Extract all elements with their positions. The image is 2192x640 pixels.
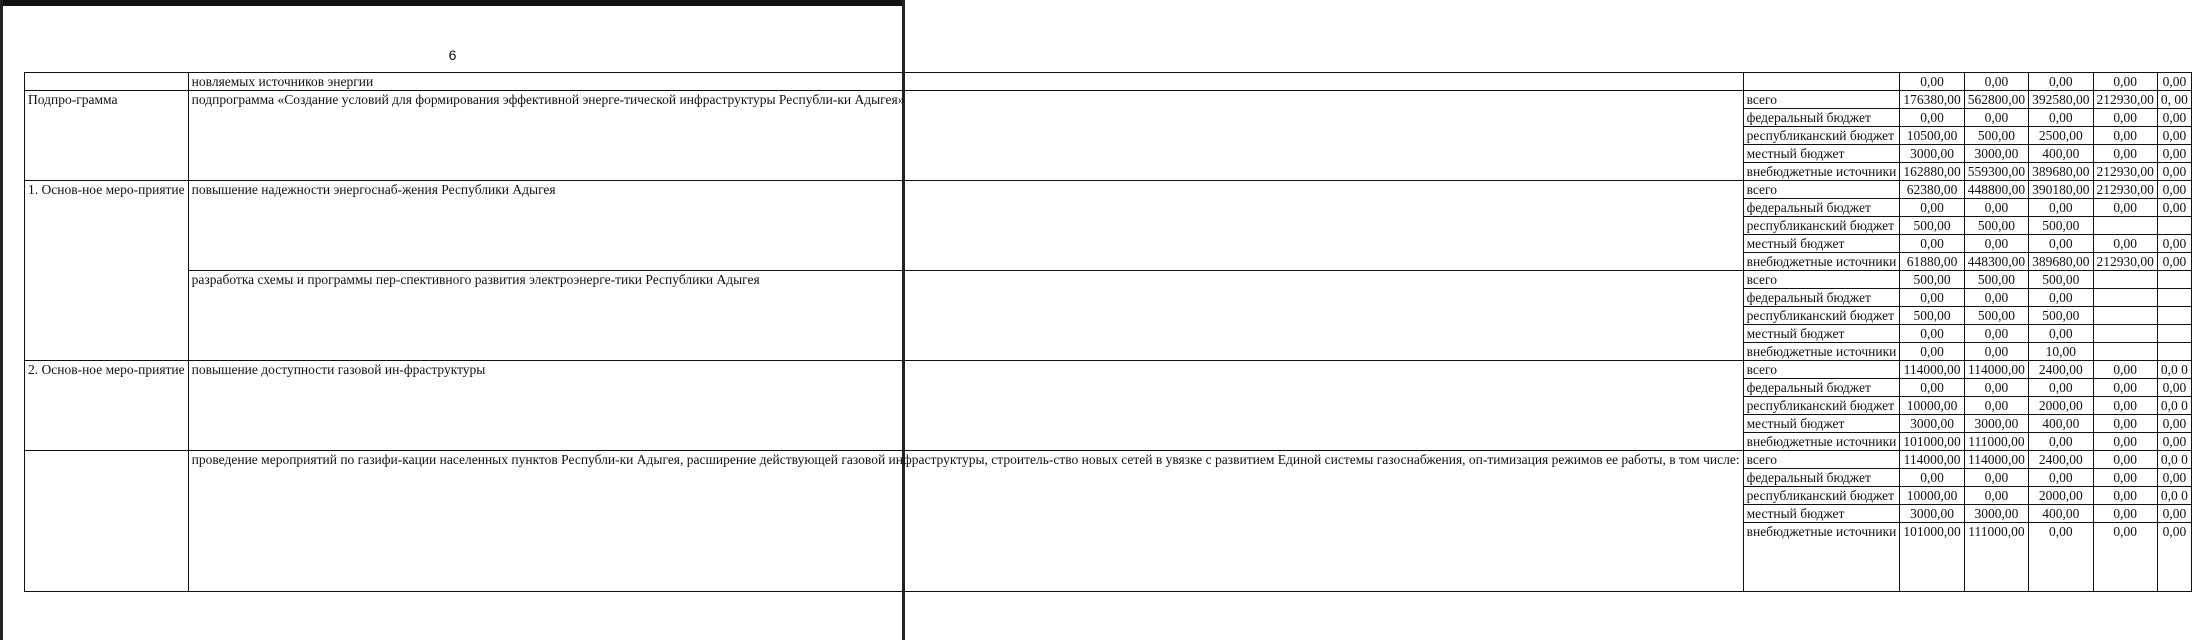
- value-cell: 0,00: [1900, 235, 1964, 253]
- value-cell: 0,00: [2157, 163, 2191, 181]
- value-cell: 111000,00: [1964, 523, 2028, 592]
- value-cell: 0,00: [2093, 379, 2157, 397]
- value-cell: 0,00: [1964, 325, 2028, 343]
- table-row: [25, 271, 2192, 289]
- value-cell: 10500,00: [1900, 127, 1964, 145]
- source-cell: республиканский бюджет: [1743, 397, 1900, 415]
- value-cell: 0,00: [2093, 469, 2157, 487]
- value-cell: 500,00: [2029, 271, 2093, 289]
- value-cell: [2157, 307, 2191, 325]
- value-cell: 0,00: [2157, 109, 2191, 127]
- value-cell: 0,00: [2157, 379, 2191, 397]
- value-cell: 0,00: [2029, 289, 2093, 307]
- type-cell: 2. Основ-ное меро-приятие: [25, 361, 189, 451]
- source-cell: всего: [1743, 91, 1900, 109]
- source-cell: федеральный бюджет: [1743, 469, 1900, 487]
- value-cell: 0,00: [2093, 235, 2157, 253]
- value-cell: 0,00: [2029, 523, 2093, 592]
- value-cell: 0,0 0: [2157, 397, 2191, 415]
- value-cell: 0,00: [1964, 343, 2028, 361]
- value-cell: 0,00: [1964, 397, 2028, 415]
- value-cell: 500,00: [1964, 127, 2028, 145]
- value-cell: 0,00: [1964, 289, 2028, 307]
- value-cell: 0,00: [2157, 505, 2191, 523]
- value-cell: 500,00: [1964, 307, 2028, 325]
- value-cell: 500,00: [1900, 217, 1964, 235]
- value-cell: 0,00: [2157, 181, 2191, 199]
- source-cell: внебюджетные источники: [1743, 523, 1900, 592]
- table-row: [25, 91, 2192, 109]
- value-cell: 3000,00: [1964, 145, 2028, 163]
- source-cell: республиканский бюджет: [1743, 487, 1900, 505]
- value-cell: 0,00: [1964, 199, 2028, 217]
- value-cell: 0,00: [2093, 73, 2157, 91]
- value-cell: 500,00: [1964, 271, 2028, 289]
- value-cell: 0,00: [1964, 469, 2028, 487]
- value-cell: 0,00: [1900, 73, 1964, 91]
- value-cell: 0, 00: [2157, 91, 2191, 109]
- value-cell: 176380,00: [1900, 91, 1964, 109]
- value-cell: 61880,00: [1900, 253, 1964, 271]
- table-row: [25, 181, 2192, 199]
- value-cell: 0,0 0: [2157, 361, 2191, 379]
- value-cell: 10,00: [2029, 343, 2093, 361]
- value-cell: 162880,00: [1900, 163, 1964, 181]
- value-cell: 0,0 0: [2157, 487, 2191, 505]
- page-number: 6: [448, 47, 457, 63]
- source-cell: внебюджетные источники: [1743, 433, 1900, 451]
- name-cell: разработка схемы и программы пер-спективного развития электроэнерге-тики Республики Адыгея: [188, 271, 1743, 361]
- value-cell: 0,00: [1964, 379, 2028, 397]
- value-cell: [2093, 217, 2157, 235]
- source-cell: внебюджетные источники: [1743, 163, 1900, 181]
- value-cell: 0,00: [1964, 487, 2028, 505]
- name-cell: подпрограмма «Создание условий для формирования эффективной энерге-тической инфраструктуры Республи-ки Адыгея»: [188, 91, 1743, 181]
- value-cell: 0,00: [2029, 199, 2093, 217]
- value-cell: 2500,00: [2029, 127, 2093, 145]
- source-cell: федеральный бюджет: [1743, 199, 1900, 217]
- value-cell: 500,00: [1964, 217, 2028, 235]
- value-cell: 114000,00: [1900, 451, 1964, 469]
- value-cell: 0,00: [2029, 469, 2093, 487]
- source-cell: местный бюджет: [1743, 325, 1900, 343]
- value-cell: 3000,00: [1900, 415, 1964, 433]
- value-cell: 101000,00: [1900, 523, 1964, 592]
- value-cell: 0,00: [1900, 325, 1964, 343]
- value-cell: 0,00: [2093, 127, 2157, 145]
- value-cell: [2157, 325, 2191, 343]
- value-cell: 0,00: [2157, 253, 2191, 271]
- value-cell: 500,00: [2029, 307, 2093, 325]
- name-cell: новляемых источников энергии: [188, 73, 1743, 91]
- value-cell: 448800,00: [1964, 181, 2028, 199]
- budget-table: [24, 72, 2192, 592]
- value-cell: 400,00: [2029, 505, 2093, 523]
- value-cell: [2093, 271, 2157, 289]
- value-cell: [2157, 343, 2191, 361]
- type-cell: Подпро-грамма: [25, 91, 189, 181]
- value-cell: 0,00: [2157, 415, 2191, 433]
- source-cell: местный бюджет: [1743, 235, 1900, 253]
- source-cell: федеральный бюджет: [1743, 379, 1900, 397]
- value-cell: 0,00: [2093, 505, 2157, 523]
- value-cell: [2093, 307, 2157, 325]
- value-cell: [2157, 289, 2191, 307]
- value-cell: 212930,00: [2093, 181, 2157, 199]
- value-cell: 559300,00: [1964, 163, 2028, 181]
- value-cell: 0,00: [2093, 145, 2157, 163]
- source-cell: всего: [1743, 451, 1900, 469]
- value-cell: 0,00: [2093, 397, 2157, 415]
- source-cell: федеральный бюджет: [1743, 109, 1900, 127]
- value-cell: 448300,00: [1964, 253, 2028, 271]
- value-cell: 0,00: [2029, 109, 2093, 127]
- value-cell: 0,00: [2093, 487, 2157, 505]
- type-cell: [25, 451, 189, 592]
- value-cell: 0,0 0: [2157, 451, 2191, 469]
- value-cell: 0,00: [2029, 379, 2093, 397]
- value-cell: 212930,00: [2093, 163, 2157, 181]
- scan-left-edge: [0, 0, 3, 640]
- value-cell: 0,00: [1964, 235, 2028, 253]
- source-cell: местный бюджет: [1743, 505, 1900, 523]
- value-cell: 114000,00: [1900, 361, 1964, 379]
- value-cell: 389680,00: [2029, 163, 2093, 181]
- source-cell: внебюджетные источники: [1743, 343, 1900, 361]
- value-cell: 0,00: [2157, 127, 2191, 145]
- value-cell: 2400,00: [2029, 451, 2093, 469]
- value-cell: 390180,00: [2029, 181, 2093, 199]
- value-cell: 10000,00: [1900, 397, 1964, 415]
- value-cell: 0,00: [1900, 109, 1964, 127]
- value-cell: 114000,00: [1964, 451, 2028, 469]
- value-cell: 0,00: [2093, 451, 2157, 469]
- value-cell: 0,00: [2157, 469, 2191, 487]
- value-cell: 2400,00: [2029, 361, 2093, 379]
- value-cell: 3000,00: [1900, 145, 1964, 163]
- source-cell: федеральный бюджет: [1743, 289, 1900, 307]
- value-cell: 3000,00: [1900, 505, 1964, 523]
- value-cell: 3000,00: [1964, 415, 2028, 433]
- value-cell: 0,00: [2093, 199, 2157, 217]
- value-cell: [2157, 271, 2191, 289]
- value-cell: 0,00: [2157, 199, 2191, 217]
- value-cell: 389680,00: [2029, 253, 2093, 271]
- value-cell: 0,00: [2093, 523, 2157, 592]
- value-cell: 400,00: [2029, 145, 2093, 163]
- source-cell: всего: [1743, 361, 1900, 379]
- value-cell: 0,00: [2093, 433, 2157, 451]
- source-cell: всего: [1743, 181, 1900, 199]
- source-cell: внебюджетные источники: [1743, 253, 1900, 271]
- name-cell: повышение доступности газовой ин-фраструктуры: [188, 361, 1743, 451]
- value-cell: 0,00: [1964, 73, 2028, 91]
- table-row: [25, 451, 2192, 469]
- table-row: [25, 361, 2192, 379]
- value-cell: 0,00: [2093, 415, 2157, 433]
- value-cell: 0,00: [2157, 523, 2191, 592]
- value-cell: 0,00: [2029, 73, 2093, 91]
- value-cell: 62380,00: [1900, 181, 1964, 199]
- value-cell: 212930,00: [2093, 91, 2157, 109]
- value-cell: 212930,00: [2093, 253, 2157, 271]
- source-cell: республиканский бюджет: [1743, 127, 1900, 145]
- table-row: [25, 73, 2192, 91]
- value-cell: 2000,00: [2029, 397, 2093, 415]
- source-cell: местный бюджет: [1743, 415, 1900, 433]
- value-cell: 0,00: [2029, 325, 2093, 343]
- value-cell: 0,00: [1900, 199, 1964, 217]
- type-cell: [25, 73, 189, 91]
- value-cell: [2093, 289, 2157, 307]
- value-cell: 0,00: [2029, 235, 2093, 253]
- value-cell: 0,00: [1900, 343, 1964, 361]
- value-cell: 101000,00: [1900, 433, 1964, 451]
- value-cell: 0,00: [1900, 469, 1964, 487]
- value-cell: 0,00: [2157, 433, 2191, 451]
- source-cell: республиканский бюджет: [1743, 217, 1900, 235]
- source-cell: республиканский бюджет: [1743, 307, 1900, 325]
- value-cell: 0,00: [2029, 433, 2093, 451]
- value-cell: 400,00: [2029, 415, 2093, 433]
- value-cell: 0,00: [1900, 289, 1964, 307]
- value-cell: 0,00: [2157, 145, 2191, 163]
- value-cell: 0,00: [1900, 379, 1964, 397]
- value-cell: [2093, 343, 2157, 361]
- value-cell: 2000,00: [2029, 487, 2093, 505]
- type-cell: 1. Основ-ное меро-приятие: [25, 181, 189, 361]
- name-cell: проведение мероприятий по газифи-кации населенных пунктов Республи-ки Адыгея, расширение действующей газовой инфраструктуры, строитель-ство новых сетей в увязке с развитием Единой системы газоснабжения, оп-тимизация режимов ее работы, в том числе:: [188, 451, 1743, 592]
- value-cell: 392580,00: [2029, 91, 2093, 109]
- value-cell: 0,00: [2093, 361, 2157, 379]
- value-cell: 0,00: [2093, 109, 2157, 127]
- value-cell: 500,00: [1900, 307, 1964, 325]
- source-cell: всего: [1743, 271, 1900, 289]
- value-cell: [2093, 325, 2157, 343]
- value-cell: 500,00: [2029, 217, 2093, 235]
- value-cell: 0,00: [2157, 235, 2191, 253]
- value-cell: 114000,00: [1964, 361, 2028, 379]
- value-cell: 500,00: [1900, 271, 1964, 289]
- value-cell: [2157, 217, 2191, 235]
- source-cell: местный бюджет: [1743, 145, 1900, 163]
- name-cell: повышение надежности энергоснаб-жения Республики Адыгея: [188, 181, 1743, 271]
- value-cell: 3000,00: [1964, 505, 2028, 523]
- scan-top-edge: [0, 0, 905, 6]
- value-cell: 10000,00: [1900, 487, 1964, 505]
- value-cell: 0,00: [1964, 109, 2028, 127]
- value-cell: 0,00: [2157, 73, 2191, 91]
- value-cell: 111000,00: [1964, 433, 2028, 451]
- source-cell: [1743, 73, 1900, 91]
- value-cell: 562800,00: [1964, 91, 2028, 109]
